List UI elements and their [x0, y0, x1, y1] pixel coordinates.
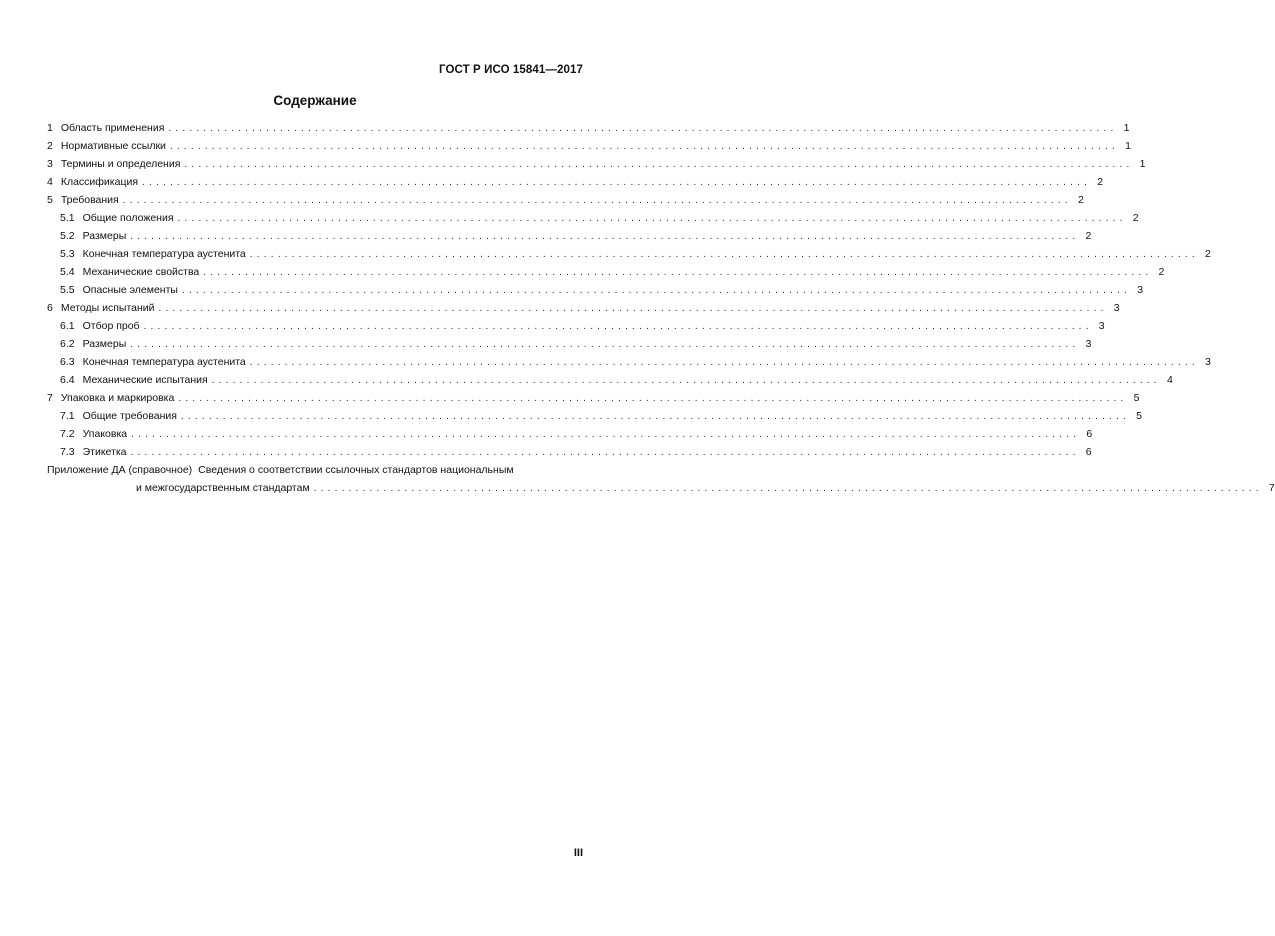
toc-entry-1[interactable] [47, 119, 1130, 137]
dot-leader: ........................................................................................................................................ [313, 483, 1263, 494]
dot-leader: ........................................................................................................................................ [178, 393, 1128, 404]
toc-entry-5-5[interactable] [47, 281, 1144, 299]
dot-leader: ........................................................................................................................................ [169, 141, 1119, 152]
dot-leader: ........................................................................................................................................ [168, 123, 1118, 134]
toc-entry-title: Классификация [60, 176, 139, 188]
toc-entry-title: Этикетка [82, 446, 127, 458]
dot-leader: ........................................................................................................................................ [130, 231, 1080, 242]
toc-entry-number: 5.3 [60, 248, 75, 260]
toc-entry-6[interactable] [47, 299, 1120, 317]
toc-entry-2[interactable] [47, 137, 1131, 155]
toc-entry-number: 2 [47, 140, 53, 152]
toc-entry-5-1[interactable] [47, 209, 1139, 227]
dot-leader: ........................................................................................................................................ [142, 177, 1092, 188]
toc-entry-page: 6 [1086, 428, 1093, 440]
table-of-contents [47, 119, 1275, 497]
toc-entry-page: 2 [1077, 194, 1084, 206]
toc-entry-page: 4 [1166, 374, 1173, 386]
toc-entry-number: 7 [47, 392, 53, 404]
toc-entry-5[interactable] [47, 191, 1084, 209]
appendix-page: 7 [1268, 482, 1275, 494]
toc-entry-5-4[interactable] [47, 263, 1165, 281]
toc-entry-title: Область применения [60, 122, 165, 134]
toc-entry-4[interactable] [47, 173, 1104, 191]
toc-entry-title: Общие требования [82, 410, 177, 422]
toc-entry-7-1[interactable] [47, 407, 1142, 425]
toc-entry-page: 5 [1133, 392, 1140, 404]
toc-entry-number: 6.3 [60, 356, 75, 368]
dot-leader: ........................................................................................................................................ [203, 267, 1153, 278]
toc-entry-number: 7.2 [60, 428, 75, 440]
toc-entry-title: Размеры [82, 230, 127, 242]
toc-entry-page: 1 [1125, 140, 1131, 152]
toc-entry-title: Нормативные ссылки [60, 140, 166, 152]
toc-entry-page: 3 [1085, 338, 1092, 350]
toc-entry-title: Размеры [82, 338, 127, 350]
toc-entry-title: Механические испытания [82, 374, 208, 386]
page-number: III [573, 847, 583, 859]
dot-leader: ........................................................................................................................................ [181, 285, 1132, 296]
toc-entry-page: 3 [1113, 302, 1120, 314]
toc-entry-title: Механические свойства [82, 266, 200, 278]
toc-appendix-heading[interactable] [47, 461, 584, 479]
dot-leader: ........................................................................................................................................ [211, 375, 1161, 386]
toc-entry-7-3[interactable] [47, 443, 1092, 461]
toc-entry-number: 5.5 [60, 284, 75, 296]
document-standard-code: ГОСТ Р ИСО 15841—2017 [438, 64, 583, 76]
toc-entry-page: 2 [1085, 230, 1092, 242]
dot-leader: ........................................................................................................................................ [249, 249, 1199, 260]
toc-entry-6-2[interactable] [47, 335, 1092, 353]
dot-leader: ........................................................................................................................................ [184, 159, 1134, 170]
appendix-label: Приложение ДА (справочное) [47, 464, 193, 476]
toc-entry-title: Отбор проб [82, 320, 140, 332]
toc-entry-6-3[interactable] [47, 353, 1211, 371]
toc-entry-number: 6.2 [60, 338, 75, 350]
toc-entry-6-4[interactable] [47, 371, 1173, 389]
dot-leader: ........................................................................................................................................ [131, 429, 1081, 440]
dot-leader: ........................................................................................................................................ [249, 357, 1199, 368]
toc-entry-number: 1 [47, 122, 53, 134]
toc-entry-number: 5 [47, 194, 53, 206]
toc-entry-page: 3 [1205, 356, 1211, 368]
toc-entry-title: Упаковка [82, 428, 128, 440]
toc-entry-number: 3 [47, 158, 53, 170]
toc-entry-number: 7.1 [60, 410, 75, 422]
toc-appendix-entry[interactable] [47, 479, 1275, 497]
toc-entry-number: 4 [47, 176, 53, 188]
toc-entry-page: 2 [1132, 212, 1139, 224]
toc-entry-title: Термины и определения [60, 158, 181, 170]
appendix-title-line1: Сведения о соответствии ссылочных стандартов национальным [198, 464, 514, 476]
dot-leader: ........................................................................................................................................ [143, 321, 1093, 332]
toc-entry-page: 1 [1139, 158, 1146, 170]
dot-leader: ........................................................................................................................................ [158, 303, 1108, 314]
toc-entry-number: 7.3 [60, 446, 75, 458]
toc-entry-number: 6.4 [60, 374, 75, 386]
toc-entry-page: 3 [1137, 284, 1144, 296]
toc-entry-7[interactable] [47, 389, 1140, 407]
appendix-title-line2: и межгосударственным стандартам [136, 482, 310, 494]
toc-entry-number: 6 [47, 302, 53, 314]
toc-entry-title: Общие положения [82, 212, 174, 224]
toc-entry-page: 6 [1085, 446, 1092, 458]
dot-leader: ........................................................................................................................................ [130, 339, 1080, 350]
toc-entry-page: 2 [1158, 266, 1165, 278]
toc-entry-5-3[interactable] [47, 245, 1211, 263]
toc-entry-6-1[interactable] [47, 317, 1105, 335]
toc-title: Содержание [273, 93, 357, 108]
toc-entry-page: 3 [1098, 320, 1105, 332]
toc-entry-number: 5.4 [60, 266, 75, 278]
toc-entry-page: 1 [1123, 122, 1130, 134]
toc-entry-page: 2 [1097, 176, 1104, 188]
toc-entry-number: 5.2 [60, 230, 75, 242]
toc-entry-page: 5 [1136, 410, 1142, 422]
toc-entry-number: 5.1 [60, 212, 75, 224]
toc-entry-number: 6.1 [60, 320, 75, 332]
toc-entry-page: 2 [1205, 248, 1211, 260]
toc-entry-3[interactable] [47, 155, 1146, 173]
dot-leader: ........................................................................................................................................ [177, 213, 1127, 224]
toc-entry-5-2[interactable] [47, 227, 1092, 245]
dot-leader: ........................................................................................................................................ [180, 411, 1130, 422]
toc-entry-title: Методы испытаний [60, 302, 155, 314]
dot-leader: ........................................................................................................................................ [122, 195, 1072, 206]
toc-entry-title: Конечная температура аустенита [82, 356, 246, 368]
toc-entry-title: Конечная температура аустенита [82, 248, 246, 260]
toc-entry-title: Требования [60, 194, 119, 206]
toc-entry-title: Упаковка и маркировка [60, 392, 175, 404]
dot-leader: ........................................................................................................................................ [130, 447, 1080, 458]
toc-entry-7-2[interactable] [47, 425, 1093, 443]
toc-entry-title: Опасные элементы [82, 284, 178, 296]
